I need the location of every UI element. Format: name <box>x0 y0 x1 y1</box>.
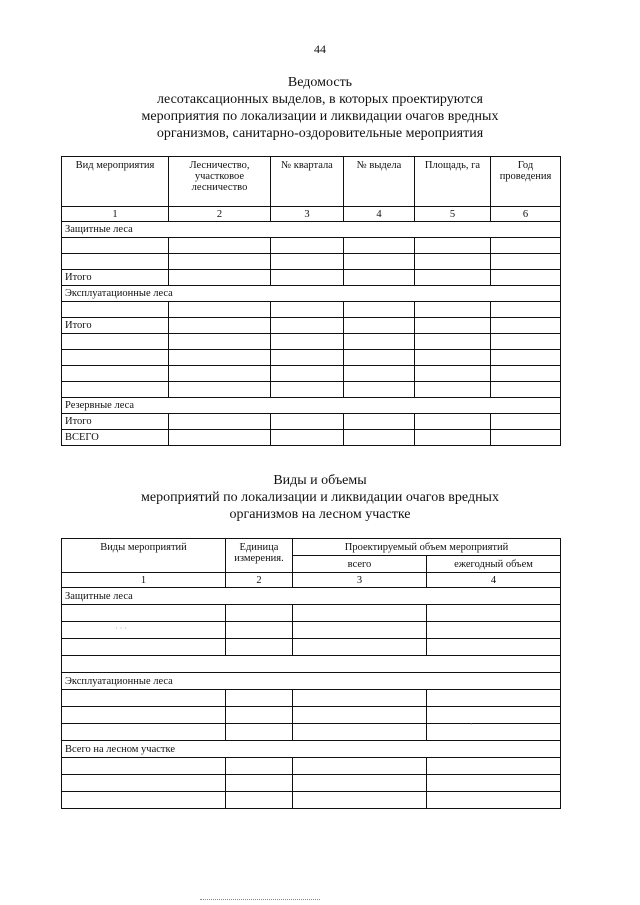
statement-section-label: Эксплуатационные леса <box>62 286 561 302</box>
volumes-cell <box>427 622 561 639</box>
volumes-row <box>62 690 561 707</box>
statement-cell <box>415 350 491 366</box>
volumes-cell <box>293 775 427 792</box>
volumes-section-label: Всего на лесном участке <box>62 741 561 758</box>
volumes-title-line: Виды и объемы <box>273 473 367 488</box>
volumes-header-annual: ежегодный объем <box>427 556 561 573</box>
page-edge-dots <box>200 899 320 900</box>
statement-cell <box>271 414 344 430</box>
statement-cell <box>491 302 561 318</box>
statement-cell <box>169 254 271 270</box>
statement-cell <box>491 238 561 254</box>
statement-row <box>62 334 561 350</box>
statement-row-label <box>62 366 169 382</box>
statement-cell <box>344 334 415 350</box>
volumes-column-number: 4 <box>427 573 561 588</box>
statement-row <box>62 238 561 254</box>
statement-cell <box>491 414 561 430</box>
statement-column-number: 6 <box>491 207 561 222</box>
volumes-row <box>62 622 561 639</box>
statement-cell <box>491 270 561 286</box>
volumes-cell <box>226 605 293 622</box>
statement-cell <box>169 366 271 382</box>
volumes-cell <box>427 724 561 741</box>
statement-cell <box>344 318 415 334</box>
statement-row <box>62 254 561 270</box>
statement-row-label: Итого <box>62 414 169 430</box>
statement-row <box>62 430 561 446</box>
volumes-cell <box>226 639 293 656</box>
volumes-section-label <box>62 656 561 673</box>
statement-title-line: Ведомость <box>287 75 353 90</box>
statement-cell <box>344 238 415 254</box>
volumes-column-number: 3 <box>293 573 427 588</box>
statement-title-line: организмов, санитарно-оздоровительные мероприятия <box>156 126 484 141</box>
statement-cell <box>271 334 344 350</box>
statement-row-label <box>62 302 169 318</box>
volumes-row-label <box>62 690 226 707</box>
statement-row <box>62 414 561 430</box>
volumes-row <box>62 588 561 605</box>
volumes-row-label <box>62 775 226 792</box>
statement-header-row <box>62 157 561 207</box>
statement-row <box>62 302 561 318</box>
statement-row <box>62 318 561 334</box>
statement-cell <box>271 366 344 382</box>
volumes-cell <box>226 775 293 792</box>
statement-column-number: 2 <box>169 207 271 222</box>
statement-cell <box>491 382 561 398</box>
statement-cell <box>271 238 344 254</box>
statement-row-label <box>62 238 169 254</box>
statement-cell <box>169 270 271 286</box>
volumes-cell <box>293 690 427 707</box>
volumes-title <box>0 472 640 523</box>
volumes-column-numbers-row <box>62 573 561 588</box>
statement-cell <box>491 318 561 334</box>
statement-column-header: Лесничество, участковое лесничество <box>169 157 271 207</box>
volumes-header-total: всего <box>293 556 427 573</box>
volumes-cell <box>427 639 561 656</box>
statement-cell <box>491 334 561 350</box>
statement-section-label: Защитные леса <box>62 222 561 238</box>
volumes-cell <box>293 622 427 639</box>
statement-column-number: 4 <box>344 207 415 222</box>
statement-cell <box>491 350 561 366</box>
volumes-row-label <box>62 707 226 724</box>
statement-column-number: 3 <box>271 207 344 222</box>
statement-column-numbers-row <box>62 207 561 222</box>
volumes-row <box>62 639 561 656</box>
statement-row-label <box>62 334 169 350</box>
statement-row-label: Итого <box>62 270 169 286</box>
statement-cell <box>415 238 491 254</box>
statement-row <box>62 398 561 414</box>
volumes-cell <box>427 775 561 792</box>
volumes-header-row <box>62 539 561 556</box>
statement-cell <box>415 366 491 382</box>
statement-cell <box>169 318 271 334</box>
volumes-row <box>62 792 561 809</box>
statement-column-header: № квартала <box>271 157 344 207</box>
statement-cell <box>344 270 415 286</box>
volumes-cell <box>226 707 293 724</box>
statement-row-label <box>62 254 169 270</box>
statement-cell <box>169 350 271 366</box>
statement-cell <box>344 302 415 318</box>
statement-cell <box>344 382 415 398</box>
statement-cell <box>169 414 271 430</box>
statement-cell <box>491 430 561 446</box>
statement-column-header: Площадь, га <box>415 157 491 207</box>
statement-cell <box>344 350 415 366</box>
volumes-cell <box>226 622 293 639</box>
statement-table <box>61 156 561 446</box>
volumes-cell <box>226 690 293 707</box>
statement-cell <box>415 302 491 318</box>
statement-cell <box>415 318 491 334</box>
statement-title-line: мероприятия по локализации и ликвидации очагов вредных <box>141 109 499 124</box>
statement-row-label: ВСЕГО <box>62 430 169 446</box>
volumes-cell <box>427 605 561 622</box>
volumes-row <box>62 758 561 775</box>
scan-speck: · <box>470 720 473 729</box>
volumes-title-line: организмов на лесном участке <box>229 507 411 522</box>
volumes-row <box>62 707 561 724</box>
page-number: 44 <box>314 42 326 56</box>
volumes-row <box>62 673 561 690</box>
statement-cell <box>271 254 344 270</box>
volumes-cell <box>427 792 561 809</box>
volumes-cell <box>427 707 561 724</box>
statement-cell <box>169 302 271 318</box>
volumes-row-label <box>62 792 226 809</box>
statement-row-label <box>62 382 169 398</box>
volumes-cell <box>293 792 427 809</box>
volumes-header-projected: Проектируемый объем мероприятий <box>293 539 561 556</box>
statement-cell <box>415 334 491 350</box>
statement-column-header: № выдела <box>344 157 415 207</box>
volumes-section-label: Эксплуатационные леса <box>62 673 561 690</box>
volumes-cell <box>293 758 427 775</box>
statement-row <box>62 382 561 398</box>
volumes-row <box>62 775 561 792</box>
statement-cell <box>344 254 415 270</box>
statement-cell <box>415 270 491 286</box>
statement-cell <box>169 430 271 446</box>
statement-row-label <box>62 350 169 366</box>
statement-row <box>62 222 561 238</box>
statement-cell <box>415 382 491 398</box>
volumes-cell <box>293 605 427 622</box>
volumes-row <box>62 605 561 622</box>
statement-cell <box>271 430 344 446</box>
statement-column-number: 5 <box>415 207 491 222</box>
volumes-cell <box>427 690 561 707</box>
statement-cell <box>271 350 344 366</box>
statement-column-number: 1 <box>62 207 169 222</box>
volumes-table <box>61 538 561 809</box>
volumes-row <box>62 741 561 758</box>
volumes-row-label <box>62 639 226 656</box>
volumes-cell <box>226 758 293 775</box>
statement-row-label: Итого <box>62 318 169 334</box>
statement-cell <box>271 382 344 398</box>
statement-cell <box>169 382 271 398</box>
statement-cell <box>169 238 271 254</box>
statement-cell <box>271 302 344 318</box>
volumes-cell <box>293 724 427 741</box>
volumes-row <box>62 656 561 673</box>
scan-speck: · · · <box>115 624 127 633</box>
statement-cell <box>344 414 415 430</box>
statement-title <box>0 74 640 142</box>
volumes-cell <box>293 639 427 656</box>
statement-cell <box>344 430 415 446</box>
volumes-row-label <box>62 605 226 622</box>
statement-row <box>62 350 561 366</box>
volumes-row <box>62 724 561 741</box>
statement-cell <box>491 254 561 270</box>
statement-cell <box>344 366 415 382</box>
statement-cell <box>491 366 561 382</box>
volumes-column-number: 1 <box>62 573 226 588</box>
statement-row <box>62 286 561 302</box>
statement-column-header: Год проведения <box>491 157 561 207</box>
volumes-cell <box>293 707 427 724</box>
statement-section-label: Резервные леса <box>62 398 561 414</box>
volumes-cell <box>427 758 561 775</box>
volumes-title-line: мероприятий по локализации и ликвидации очагов вредных <box>141 490 499 505</box>
volumes-row-label <box>62 622 226 639</box>
volumes-cell <box>226 724 293 741</box>
statement-cell <box>169 334 271 350</box>
volumes-cell <box>226 792 293 809</box>
statement-title-line: лесотаксационных выделов, в которых проектируются <box>157 92 483 107</box>
volumes-header-types: Виды мероприятий <box>62 539 226 573</box>
volumes-header-unit: Единица измерения. <box>226 539 293 573</box>
statement-cell <box>271 270 344 286</box>
volumes-section-label: Защитные леса <box>62 588 561 605</box>
volumes-row-label <box>62 758 226 775</box>
statement-cell <box>415 430 491 446</box>
statement-cell <box>415 414 491 430</box>
volumes-row-label <box>62 724 226 741</box>
statement-cell <box>415 254 491 270</box>
statement-row <box>62 270 561 286</box>
statement-cell <box>271 318 344 334</box>
statement-row <box>62 366 561 382</box>
volumes-column-number: 2 <box>226 573 293 588</box>
statement-column-header: Вид мероприятия <box>62 157 169 207</box>
